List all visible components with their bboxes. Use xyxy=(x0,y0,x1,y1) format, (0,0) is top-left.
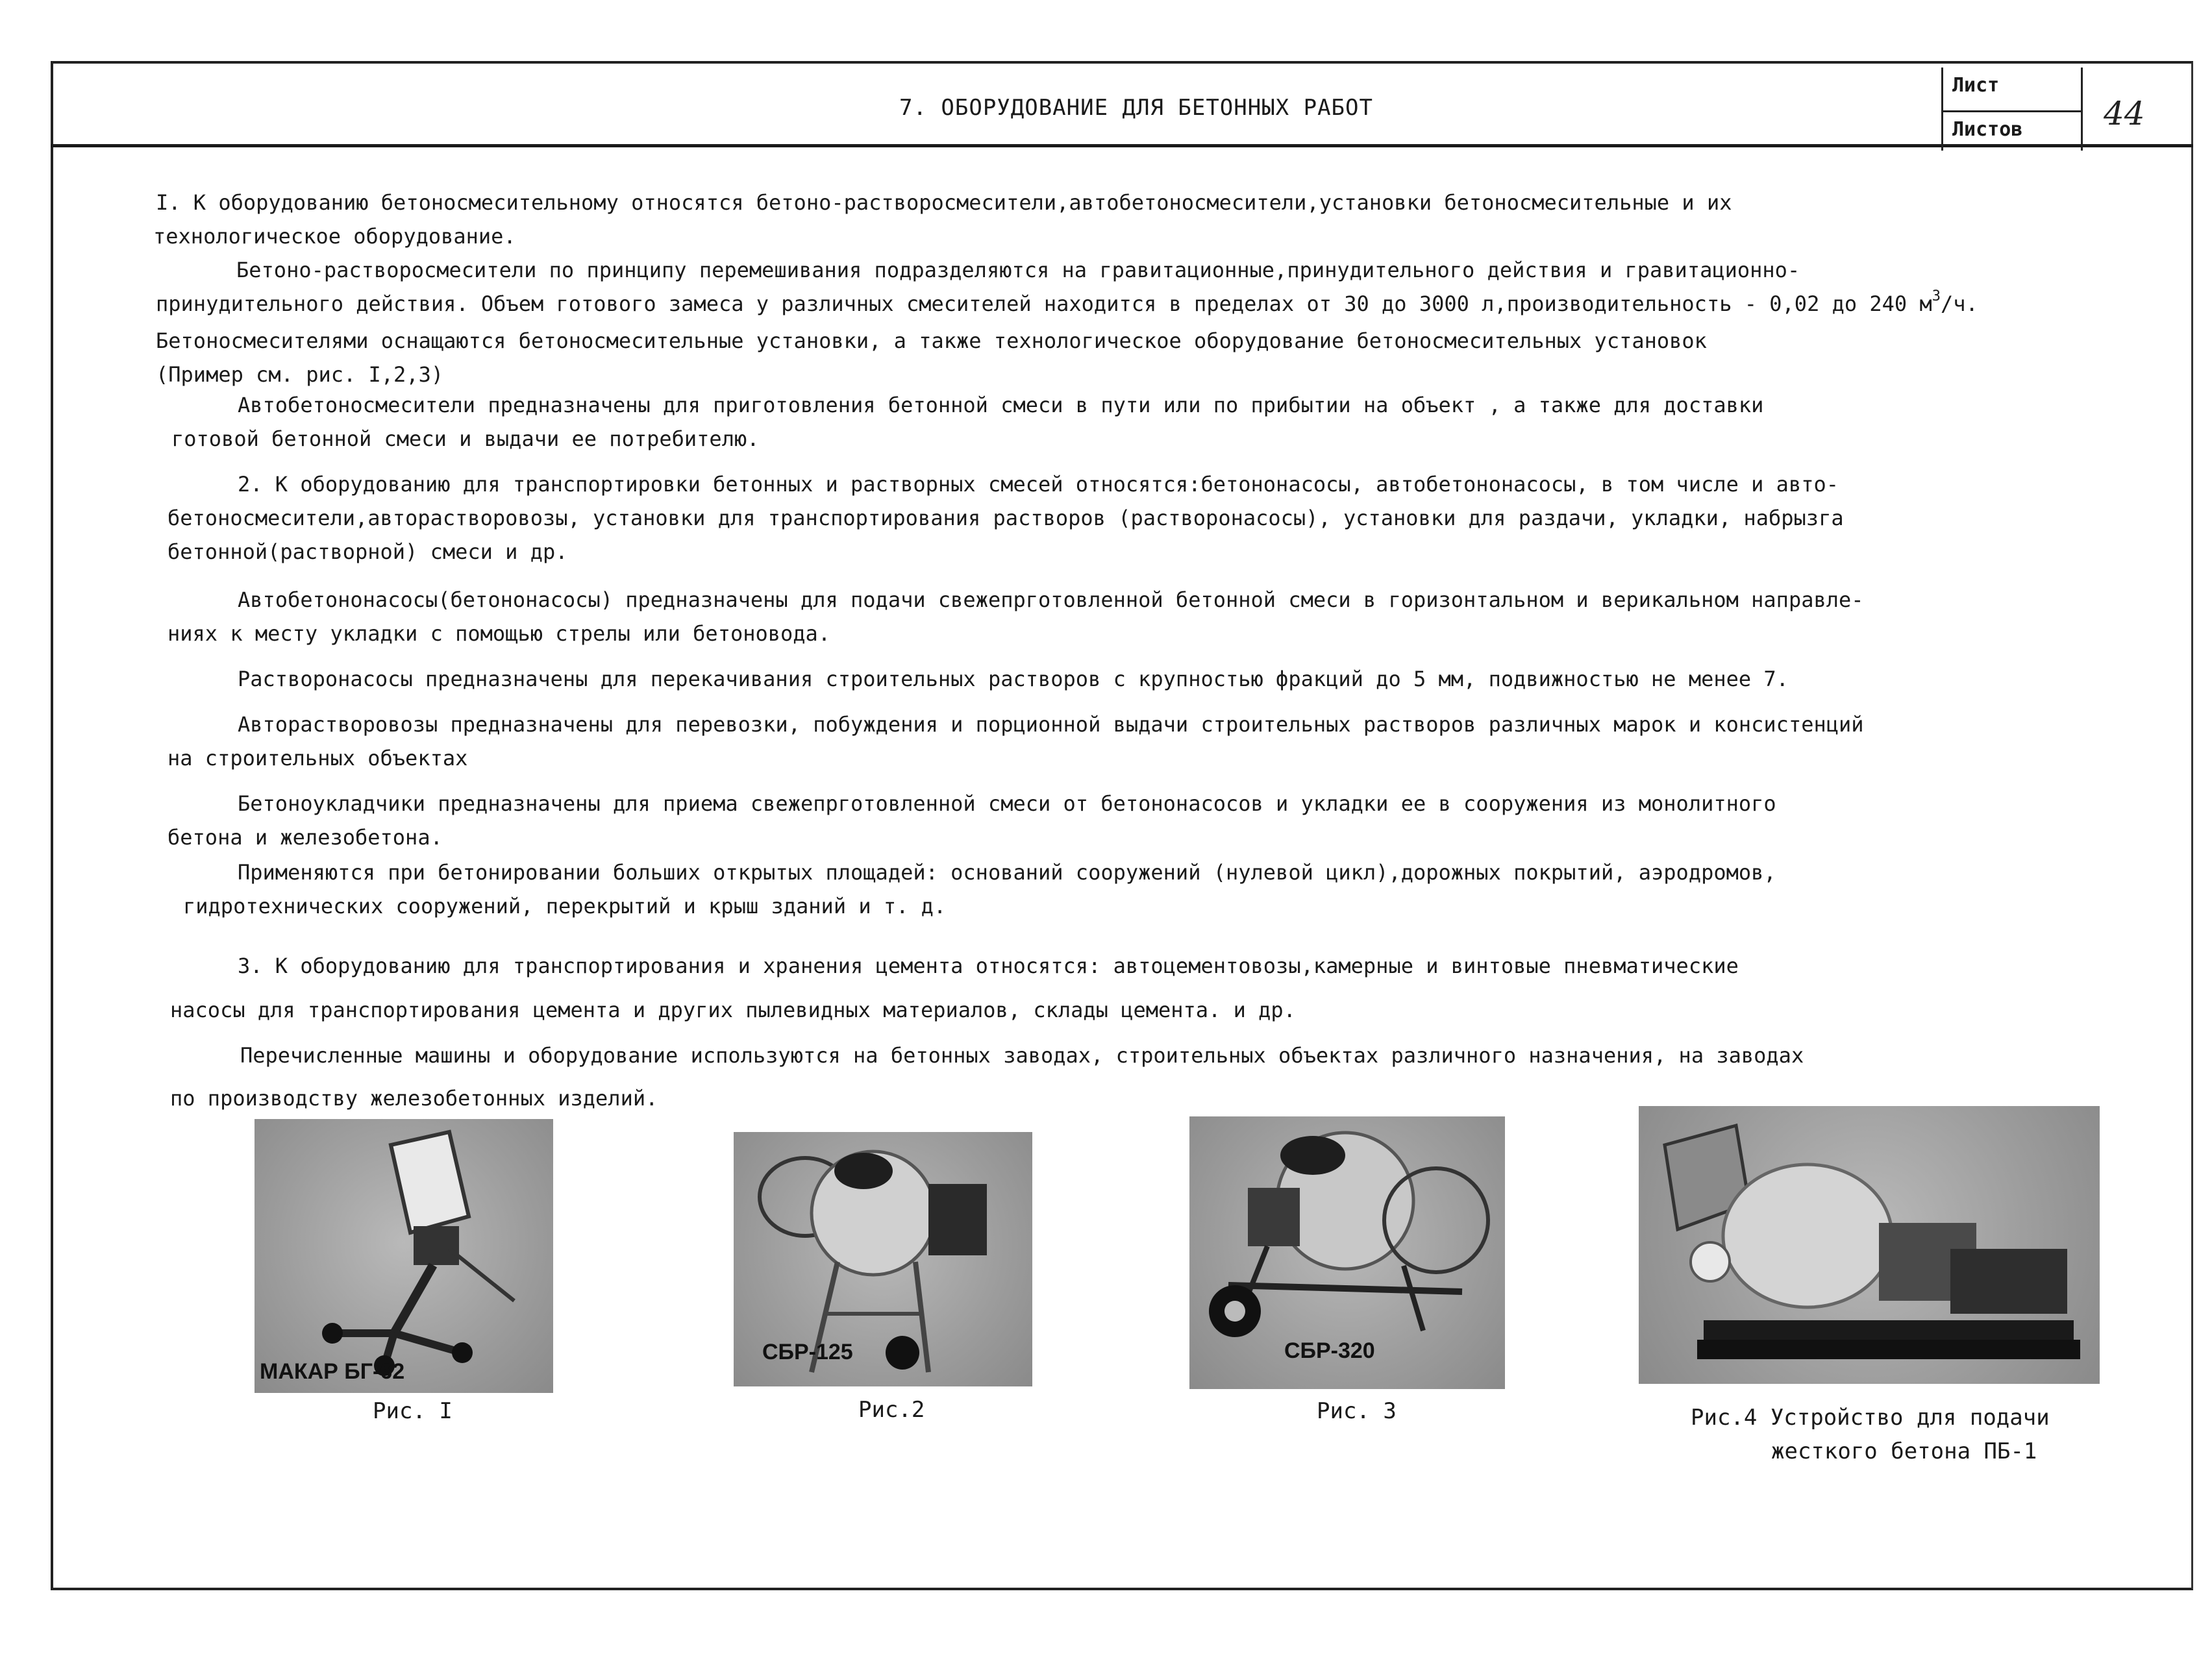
figure-3-label: СБР-320 xyxy=(1284,1338,1375,1363)
figure-3-caption xyxy=(1317,1398,1397,1424)
text-line: Применяются при бетонировании больших открытых площадей: оснований сооружений (нулевой цикл),дорожных покрытий, аэродромов, xyxy=(238,860,1776,885)
page-title: 7. ОБОРУДОВАНИЕ ДЛЯ БЕТОННЫХ РАБОТ xyxy=(899,95,1373,121)
sheet-number: 44 xyxy=(2104,95,2145,132)
text-line-part: принудительного действия. Объем готового замеса у различных смесителей находится в пределах от 30 до 3000 л,производительность - 0,02 до 240 м xyxy=(156,291,1932,316)
paragraph-4 xyxy=(168,467,1844,569)
unit-tail: /ч. xyxy=(1940,291,1978,316)
paragraph-3 xyxy=(171,388,1763,456)
text-line: гидротехнических сооружений, перекрытий и крыш зданий и т. д. xyxy=(183,894,947,918)
figure-3-photo xyxy=(1189,1116,1505,1389)
paragraph-9 xyxy=(183,855,1776,923)
text-line: насосы для транспортирования цемента и других пылевидных материалов, склады цемента. и др. xyxy=(170,998,1296,1022)
figure-4-photo xyxy=(1639,1106,2100,1384)
concrete-mixer-drawing xyxy=(255,1119,553,1393)
text-line: Бетоно-растворосмесители по принципу перемешивания подразделяются на гравитационные,принудительного действия и гравитационно- xyxy=(236,258,1800,282)
text-line: Автобетоносмесители предназначены для приготовления бетонной смеси в пути или по прибытии на объект , а также для доставки xyxy=(238,393,1764,417)
text-line: (Пример см. рис. I,2,3) xyxy=(156,362,444,387)
figure-1-caption xyxy=(373,1398,453,1424)
sheet-label: Лист xyxy=(1952,74,2000,97)
paragraph-2 xyxy=(156,253,1978,391)
text-line: ниях к месту укладки с помощью стрелы или бетоновода. xyxy=(168,621,831,646)
text-line xyxy=(156,287,1978,324)
text-line: Автобетононасосы(бетононасосы) предназначены для подачи свежепрготовленной бетонной смеси в горизонтальном и верикальном направле- xyxy=(238,587,1864,612)
header-rule xyxy=(51,144,2193,147)
caption-line: Рис. 3 xyxy=(1317,1398,1397,1424)
sheet-box xyxy=(1941,68,2083,151)
figure-1-photo xyxy=(255,1119,553,1393)
text-line: на строительных объектах xyxy=(168,746,468,770)
text-line: бетоносмесители,авторастворовозы, установки для транспортирования растворов (растворонасосы), установки для раздачи, укладки, набрызга xyxy=(168,506,1844,530)
paragraph-6 xyxy=(238,662,1789,696)
caption-line: Рис. I xyxy=(373,1398,453,1424)
caption-line: Рис.2 xyxy=(858,1397,925,1423)
text-line: Авторастворовозы предназначены для перевозки, побуждения и порционной выдачи строительных растворов различных марок и консистенций xyxy=(238,712,1864,737)
sheet-box-divider xyxy=(1943,110,2081,112)
text-line: 2. К оборудованию для транспортировки бетонных и растворных смесей относятся:бетононасосы, автобетононасосы, в том числе и авто- xyxy=(238,472,1839,497)
text-line: по производству железобетонных изделий. xyxy=(170,1086,658,1111)
concrete-pump-drawing xyxy=(1639,1106,2100,1384)
figure-2-label: СБР-125 xyxy=(762,1340,853,1364)
paragraph-8 xyxy=(168,787,1776,854)
text-line: технологическое оборудование. xyxy=(153,224,516,249)
paragraph-7 xyxy=(168,708,1864,775)
paragraph-5 xyxy=(168,583,1864,650)
text-line: Бетоносмесителями оснащаются бетоносмесительные установки, а также технологическое оборудование бетоносмесительных установок xyxy=(156,328,1707,353)
unit-superscript: 3 xyxy=(1932,288,1941,304)
paragraph-11 xyxy=(170,1039,1804,1115)
text-line: Растворонасосы предназначены для перекачивания строительных растворов с крупностью фракций до 5 мм, подвижностью не менее 7. xyxy=(238,667,1789,691)
caption-line: жесткого бетона ПБ-1 xyxy=(1771,1438,2037,1464)
paragraph-1 xyxy=(153,186,1732,253)
sheets-label: Листов xyxy=(1952,118,2023,141)
figure-2-photo xyxy=(734,1132,1032,1386)
text-line: Бетоноукладчики предназначены для приема свежепрготовленной смеси от бетононасосов и укладки ее в сооружения из монолитного xyxy=(238,791,1776,816)
text-line: Перечисленные машины и оборудование используются на бетонных заводах, строительных объектах различного назначения, на заводах xyxy=(240,1043,1804,1068)
text-line: бетона и железобетона. xyxy=(168,825,443,850)
figure-1-label: МАКАР БГ-62 xyxy=(260,1359,405,1384)
text-line: 3. К оборудованию для транспортирования и хранения цемента относятся: автоцементовозы,камерные и винтовые пневматические xyxy=(238,954,1739,978)
caption-line: Рис.4 Устройство для подачи xyxy=(1691,1405,2050,1431)
figure-2-caption xyxy=(858,1397,925,1423)
text-line: бетонной(растворной) смеси и др. xyxy=(168,539,568,564)
text-line: I. К оборудованию бетоносмесительному относятся бетоно-растворосмесители,автобетоносмесители,установки бетоносмесительные и их xyxy=(156,190,1732,215)
text-line: готовой бетонной смеси и выдачи ее потребителю. xyxy=(171,426,760,451)
figure-4-caption xyxy=(1691,1405,2050,1464)
paragraph-10 xyxy=(170,949,1739,1027)
